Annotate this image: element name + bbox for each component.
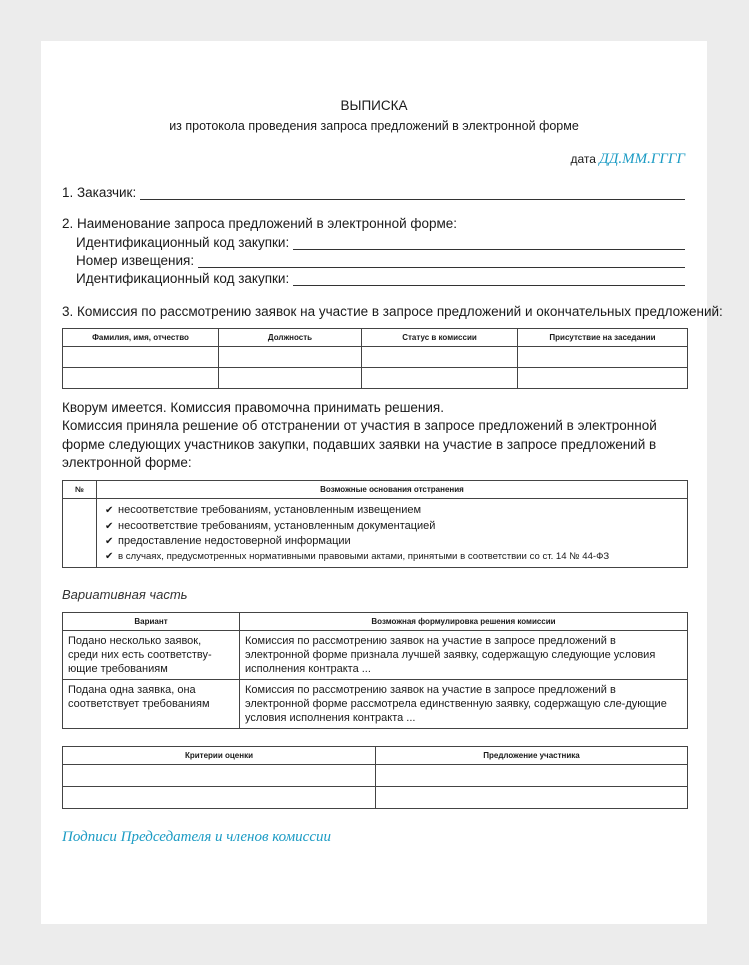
variant-cell: Подано несколько заявок, среди них есть соответству-ющие требованиям <box>63 631 240 680</box>
col-decision: Возможная формулировка решения комиссии <box>240 613 688 631</box>
commission-label: 3. Комиссия по рассмотрению заявок на участие в запросе предложений и окончательных предложений: <box>62 304 723 319</box>
purchase-code-label-1: Идентификационный код закупки: <box>76 235 290 250</box>
purchase-code-line-2 <box>293 271 685 286</box>
date-value: ДД.ММ.ГГГГ <box>599 151 685 167</box>
notice-number-field <box>76 253 685 268</box>
col-offer: Предложение участника <box>376 747 688 765</box>
col-position: Должность <box>219 329 362 347</box>
commission-table <box>62 328 688 389</box>
rejection-table-header <box>63 481 688 499</box>
criteria-table <box>62 746 688 809</box>
col-reasons: Возможные основания отстранения <box>97 481 688 499</box>
col-fullname: Фамилия, имя, отчество <box>63 329 219 347</box>
customer-label: 1. Заказчик: <box>62 185 137 200</box>
purchase-code-line-1 <box>293 235 685 250</box>
variative-table <box>62 612 688 729</box>
col-number: № <box>63 481 97 499</box>
list-item: ✔ несоответствие требованиям, установленным извещением <box>105 503 687 519</box>
notice-number-line <box>198 253 685 268</box>
notice-number-label: Номер извещения: <box>76 253 195 268</box>
variative-heading: Вариативная часть <box>62 587 188 602</box>
list-item: ✔ в случаях, предусмотренных нормативными правовыми актами, принятыми в соответствии со ст. 14 № 44-ФЗ <box>105 550 687 565</box>
variant-cell: Подана одна заявка, она соответствует требованиям <box>63 680 240 729</box>
decision-cell: Комиссия по рассмотрению заявок на участие в запросе предложений в электронной форме рассмотрела единственную заявку, содержащую сле-дующие условия исполнения контракта ... <box>240 680 688 729</box>
customer-line <box>140 185 685 200</box>
date-row <box>570 151 685 168</box>
reasons-list <box>97 499 687 567</box>
table-row <box>63 347 688 368</box>
decision-cell: Комиссия по рассмотрению заявок на участие в запросе предложений в электронной форме признала лучшей заявку, содержащую следующие условия исполнения контракта ... <box>240 631 688 680</box>
check-icon: ✔ <box>105 536 114 547</box>
signatures-label: Подписи Председателя и членов комиссии <box>62 829 331 845</box>
table-row <box>63 680 688 729</box>
purchase-code-field-1 <box>76 235 685 250</box>
check-icon: ✔ <box>105 520 114 532</box>
check-icon: ✔ <box>105 550 114 562</box>
table-row <box>63 368 688 389</box>
rejection-text: Комиссия приняла решение об отстранении от участия в запросе предложений в электронной форме следующих участников закупки, подавших заявки на участие в запросе предложений в электронной форме: <box>62 418 657 470</box>
document-subtitle: из протокола проведения запроса предложений в электронной форме <box>169 119 579 133</box>
table-row <box>63 787 688 809</box>
list-item: ✔ предоставление недостоверной информации <box>105 534 687 550</box>
document-title: ВЫПИСКА <box>340 98 408 113</box>
col-variant: Вариант <box>63 613 240 631</box>
purchase-code-label-2: Идентификационный код закупки: <box>76 271 290 286</box>
col-criteria: Критерии оценки <box>63 747 376 765</box>
document-page <box>41 41 723 924</box>
list-item: ✔ несоответствие требованиям, установленным документацией <box>105 519 687 535</box>
purchase-code-field-2 <box>76 271 685 286</box>
table-row <box>63 631 688 680</box>
customer-field <box>62 185 685 200</box>
col-attendance: Присутствие на заседании <box>518 329 688 347</box>
commission-table-header <box>63 329 688 347</box>
table-row <box>63 765 688 787</box>
request-name-label: 2. Наименование запроса предложений в электронной форме: <box>62 216 458 231</box>
table-row <box>63 499 688 568</box>
col-status: Статус в комиссии <box>362 329 518 347</box>
criteria-table-header <box>63 747 688 765</box>
date-label: дата <box>570 152 596 166</box>
quorum-text: Кворум имеется. Комиссия правомочна принимать решения. <box>62 400 444 415</box>
check-icon: ✔ <box>105 505 114 516</box>
variative-table-header <box>63 613 688 631</box>
rejection-table <box>62 480 688 568</box>
